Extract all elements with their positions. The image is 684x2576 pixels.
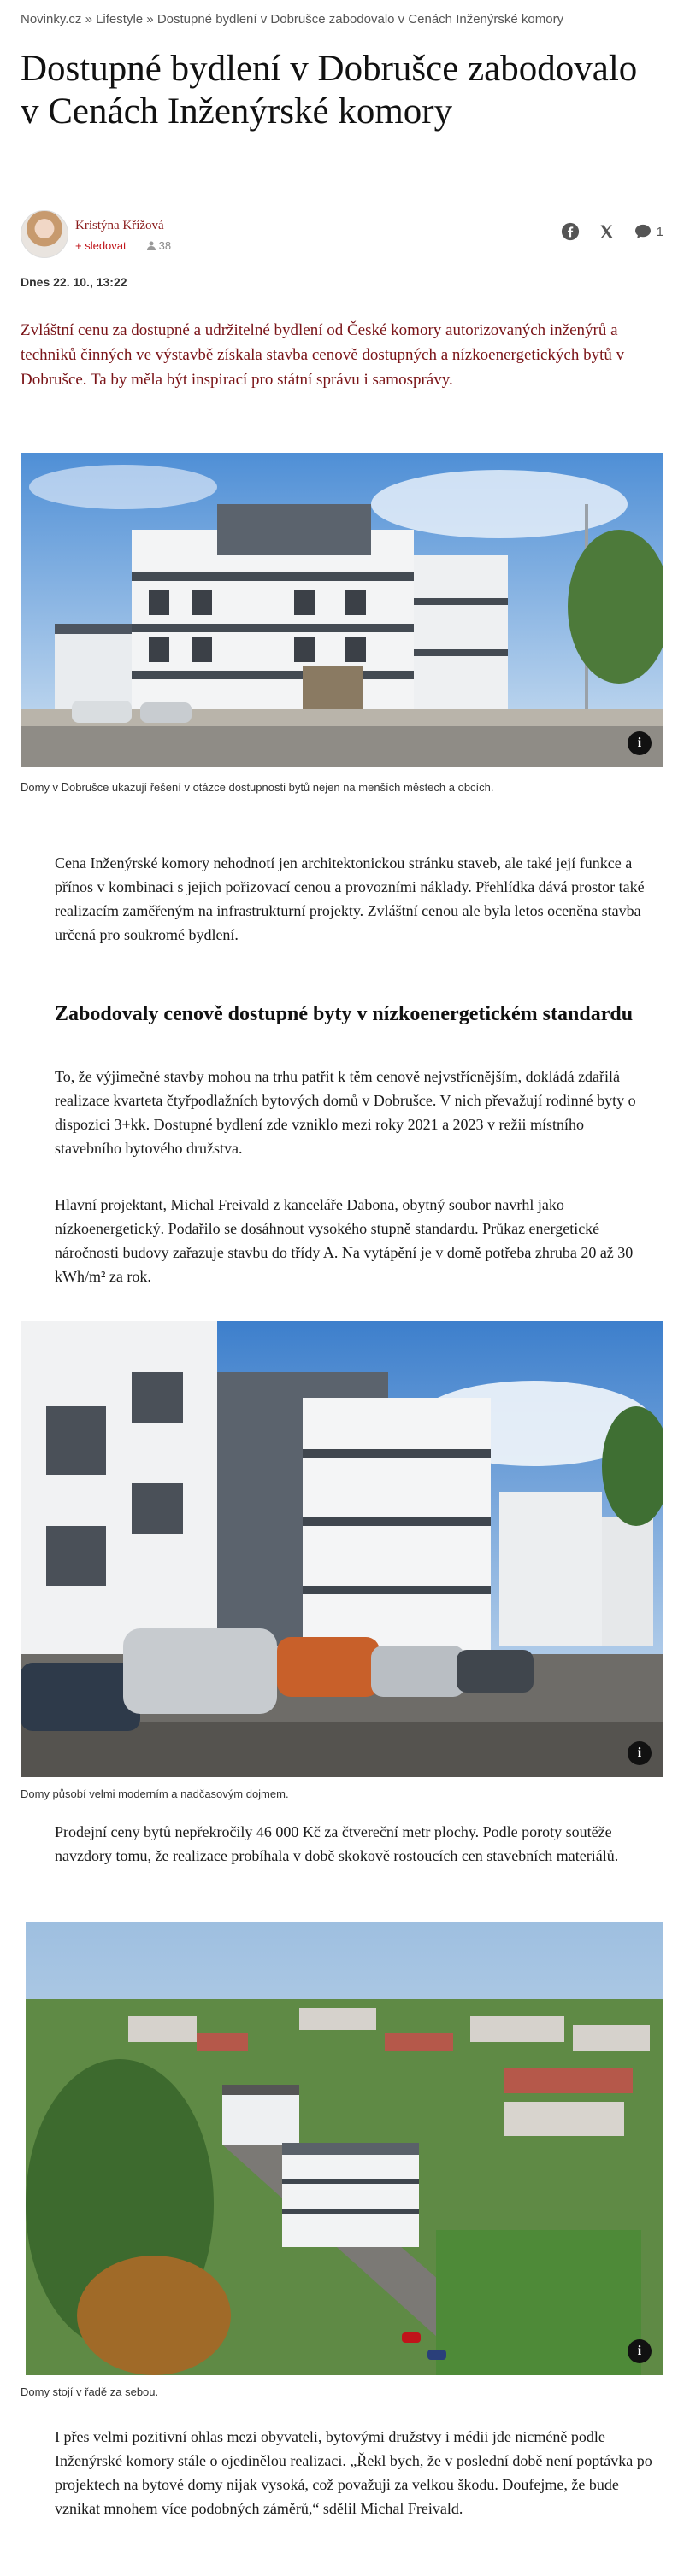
breadcrumb-home[interactable]: Novinky.cz (21, 12, 82, 26)
article-perex: Zvláštní cenu za dostupné a udržitelné bydlení od České komory autorizovaných inženýrů a techniků činných ve výstavbě získala stavba cenově dostupných a nízkoenergetických bytů v Dobrušce. Ta by měla být inspirací pro státní správu i samosprávy. (21, 321, 625, 389)
paragraph-3: Hlavní projektant, Michal Freivald z kanceláře Dabona, obytný soubor navrhl jako nízkoenergetický. Podařilo se dosáhnout vysokého stupně standardu. Průkaz energetické náročnosti budovy zařazuje stavbu do třídy A. Na vytápění je v domě potřeba zhruba 20 až 30 kWh/m² za rok. (55, 1196, 634, 1285)
section-heading: Zabodovaly cenově dostupné byty v nízkoenergetickém standardu (55, 1003, 634, 1025)
image-info-button[interactable]: i (628, 731, 652, 755)
author-bar (21, 210, 663, 261)
article-image-3[interactable] (26, 1922, 663, 2375)
publish-date: Dnes 22. 10., 13:22 (21, 275, 127, 289)
facebook-icon[interactable] (561, 222, 580, 241)
image-info-button[interactable]: i (628, 1741, 652, 1765)
breadcrumb-separator: » (85, 12, 92, 26)
author-avatar[interactable] (21, 210, 68, 258)
paragraph-1: Cena Inženýrské komory nehodnotí jen architektonickou stránku staveb, ale také její funkce a přínos v kombinaci s jejich pořizovací cenou a provozními náklady. Přehlídka dává prostor také realizacím zaměřeným na infrastrukturní projekty. Zvláštní cenou ale byla letos oceněna stavba určená pro soukromé bydlení. (55, 854, 645, 943)
follow-button[interactable]: + sledovat (75, 239, 127, 252)
followers-count (147, 239, 171, 252)
comments-link[interactable] (634, 224, 663, 239)
x-icon[interactable] (598, 223, 616, 240)
person-icon (147, 241, 156, 250)
image-caption-2: Domy působí velmi moderním a nadčasovým dojmem. (21, 1787, 289, 1800)
photo-illustration-2 (21, 1321, 663, 1777)
paragraph-2: To, že výjimečné stavby mohou na trhu patřit k těm cenově nejvstřícnějším, dokládá zdařilá realizace kvarteta čtyřpodlažních bytových domů v Dobrušce. V nich převažují rodinné byty o dispozici 3+kk. Dostupné bydlení zde vzniklo mezi roky 2021 a 2023 v režii místního stavebního bytového družstva. (55, 1068, 636, 1157)
article-image-2[interactable] (21, 1321, 663, 1777)
breadcrumb-section[interactable]: Lifestyle (96, 12, 144, 26)
paragraph-4: Prodejní ceny bytů nepřekročily 46 000 Kč za čtvereční metr plochy. Podle poroty soutěže navzdory tomu, že realizace probíhala v době skokově rostoucích cen stavebních materiálů. (55, 1823, 619, 1864)
image-info-button[interactable]: i (628, 2339, 652, 2363)
article-title: Dostupné bydlení v Dobrušce zabodovalo v Cenách Inženýrské komory (21, 49, 638, 132)
author-name[interactable]: Kristýna Křížová (75, 219, 164, 232)
share-bar (561, 222, 663, 241)
breadcrumb-separator: » (146, 12, 154, 26)
paragraph-5: I přes velmi pozitivní ohlas mezi obyvateli, bytovými družstvy i médii jde nicméně podle Inženýrské komory stále o ojedinělou realizaci. „Řekl bych, že v poslední době není poptávka po projektech na bytové domy nijak vysoká, což považuji za velkou škodu. Doufejme, že bude vznikat mnohem více podobných záměrů,“ sdělil Michal Freivald. (55, 2428, 652, 2517)
breadcrumb (21, 12, 563, 26)
breadcrumb-current: Dostupné bydlení v Dobrušce zabodovalo v Cenách Inženýrské komory (156, 12, 564, 26)
comment-icon (634, 224, 652, 239)
comments-count: 1 (656, 224, 663, 239)
photo-illustration-3 (26, 1922, 663, 2375)
article-image-1[interactable] (21, 453, 663, 767)
followers-value: 38 (158, 239, 172, 252)
photo-illustration-1 (21, 453, 663, 767)
image-caption-1: Domy v Dobrušce ukazují řešení v otázce dostupnosti bytů nejen na menších městech a obcích. (21, 781, 494, 794)
image-caption-3: Domy stojí v řadě za sebou. (21, 2385, 159, 2398)
